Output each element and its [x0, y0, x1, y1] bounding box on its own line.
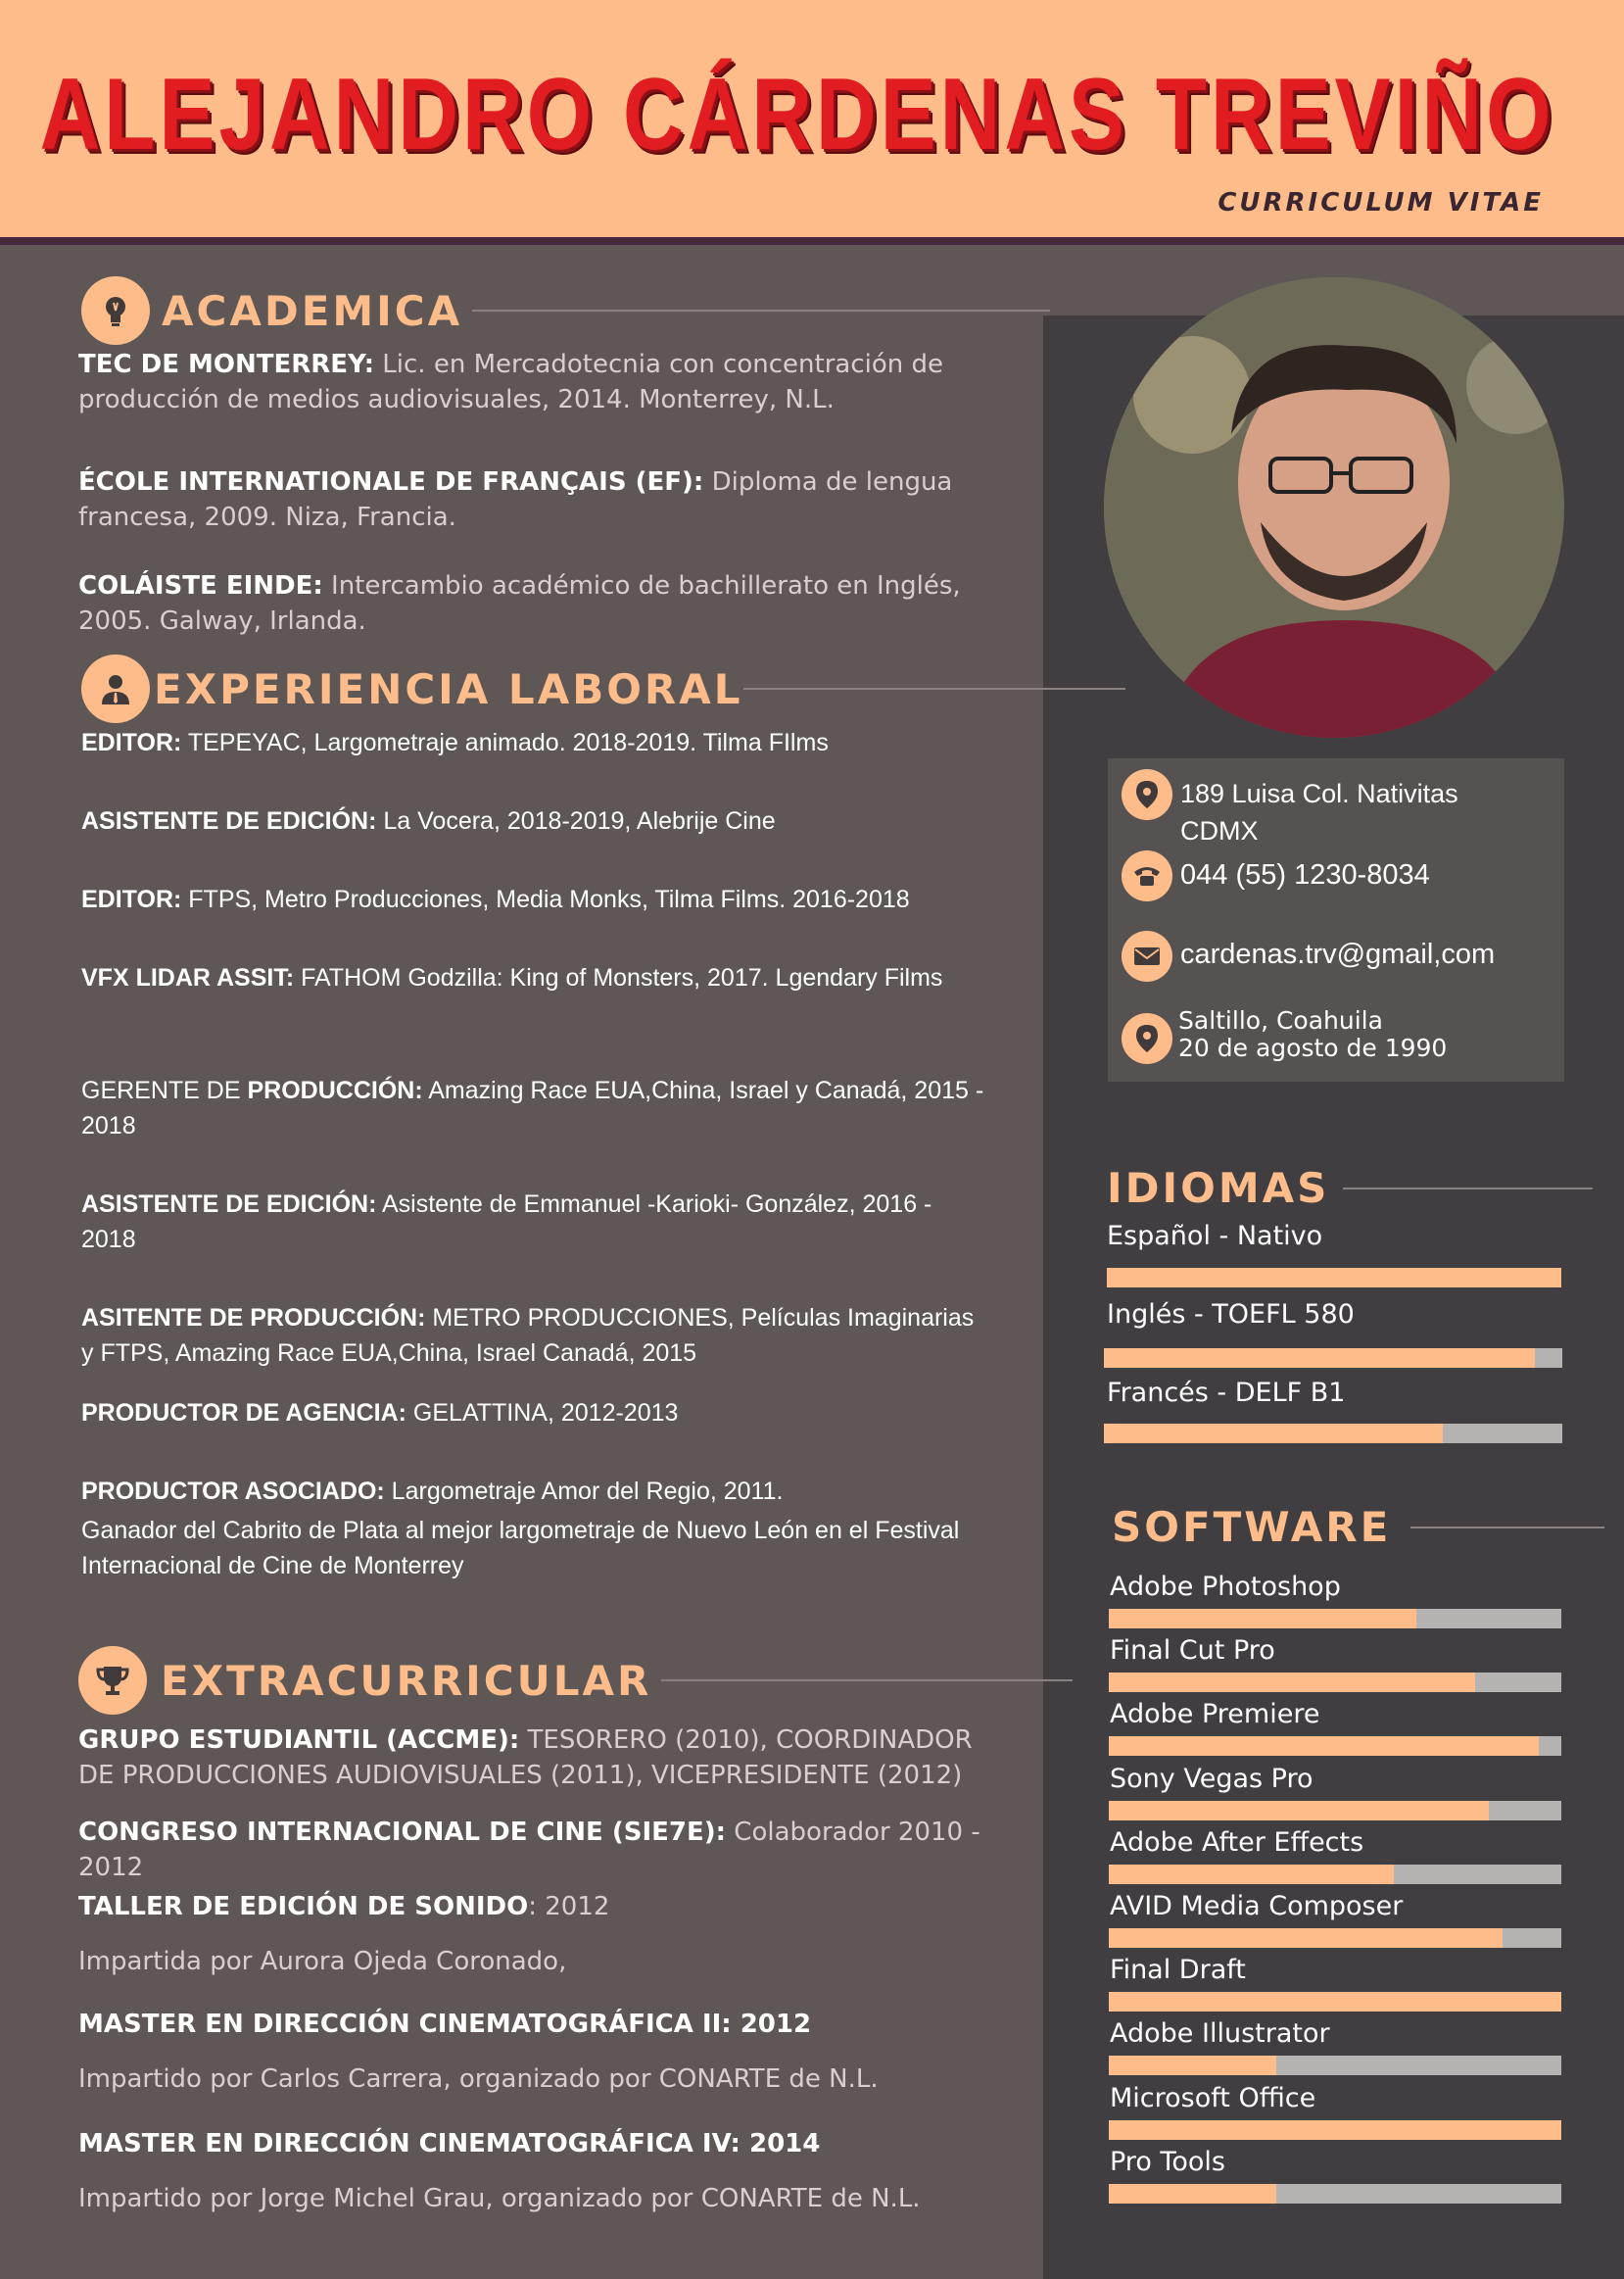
education-item: COLÁISTE EINDE: Intercambio académico de bachillerato en Inglés, 2005. Galway, Irlanda.: [78, 571, 961, 636]
language-bar-fill: [1104, 1348, 1535, 1368]
section-academica-header: [81, 276, 1050, 345]
experience-item: ASISTENTE DE EDICIÓN: La Vocera, 2018-2019, Alebrije Cine: [81, 807, 776, 835]
location-pin-icon: [1122, 769, 1172, 820]
language-label: Francés - DELF B1: [1107, 1378, 1346, 1408]
section-experiencia-header: [81, 655, 1125, 723]
address-line2: CDMX: [1180, 816, 1259, 846]
birth-date: 20 de agosto de 1990: [1178, 1034, 1448, 1062]
software-bar: [1109, 1865, 1561, 1884]
section-extracurricular-header: [78, 1646, 1073, 1715]
software-bar: [1109, 1801, 1561, 1820]
extracurricular-item: Impartido por Carlos Carrera, organizado por CONARTE de N.L.: [78, 2064, 879, 2094]
section-title: EXPERIENCIA LABORAL: [154, 664, 743, 713]
software-bar: [1109, 2056, 1561, 2075]
document-subtitle: CURRICULUM VITAE: [1218, 188, 1544, 218]
software-bar-fill: [1109, 2120, 1561, 2140]
trophy-icon: [78, 1646, 147, 1715]
education-item: TEC DE MONTERREY: Lic. en Mercadotecnia con concentración de producción de medios audiovisuales, 2014. Monterrey, N.L.: [78, 350, 944, 414]
language-label: Inglés - TOEFL 580: [1107, 1299, 1355, 1330]
software-label: Sony Vegas Pro: [1110, 1764, 1314, 1794]
software-label: Adobe After Effects: [1110, 1827, 1364, 1858]
language-label: Español - Nativo: [1107, 1221, 1323, 1251]
experience-item: EDITOR: TEPEYAC, Largometraje animado. 2018-2019. Tilma FIlms: [81, 729, 829, 756]
language-bar: [1107, 1268, 1561, 1287]
location-pin-icon: [1122, 1013, 1172, 1064]
experience-item: PRODUCTOR DE AGENCIA: GELATTINA, 2012-2013: [81, 1399, 679, 1427]
software-bar: [1109, 1928, 1561, 1948]
section-title: EXTRACURRICULAR: [161, 1656, 652, 1705]
software-bar-fill: [1109, 2056, 1276, 2075]
section-rule: [1410, 1527, 1604, 1528]
software-bar-fill: [1109, 1928, 1503, 1948]
phone-icon: [1122, 850, 1172, 901]
experience-item: PRODUCTOR ASOCIADO: Largometraje Amor del Regio, 2011.: [81, 1478, 784, 1505]
software-bar-fill: [1109, 1736, 1539, 1756]
software-label: Adobe Illustrator: [1110, 2018, 1330, 2049]
experience-item: ASISTENTE DE EDICIÓN: Asistente de Emmanuel -Karioki- González, 2016 - 2018: [81, 1190, 932, 1253]
software-bar: [1109, 2120, 1561, 2140]
address-line1: 189 Luisa Col. Nativitas: [1180, 779, 1458, 808]
section-rule: [1343, 1188, 1593, 1189]
software-bar-fill: [1109, 1992, 1561, 2012]
envelope-icon: [1122, 931, 1172, 982]
section-rule: [743, 688, 1125, 690]
section-title: IDIOMAS: [1107, 1164, 1330, 1212]
software-bar-fill: [1109, 1609, 1416, 1628]
person-name: ALEJANDRO CÁRDENAS TREVIÑO: [40, 58, 1555, 171]
experience-item: EDITOR: FTPS, Metro Producciones, Media Monks, Tilma Films. 2016-2018: [81, 886, 910, 913]
software-bar-fill: [1109, 1865, 1394, 1884]
section-title: ACADEMICA: [162, 286, 463, 335]
software-label: Pro Tools: [1110, 2147, 1225, 2177]
language-bar-fill: [1104, 1424, 1443, 1443]
birth-place: Saltillo, Coahuila: [1178, 1006, 1383, 1035]
education-item: ÉCOLE INTERNATIONALE DE FRANÇAIS (EF): Diploma de lengua francesa, 2009. Niza, Francia.: [78, 467, 953, 532]
section-title: SOFTWARE: [1112, 1503, 1392, 1551]
software-label: Final Draft: [1110, 1955, 1246, 1985]
software-bar-fill: [1109, 1673, 1475, 1692]
extracurricular-item: Impartido por Jorge Michel Grau, organizado por CONARTE de N.L.: [78, 2184, 921, 2213]
lightbulb-icon: [81, 276, 150, 345]
software-bar: [1109, 1736, 1561, 1756]
software-label: Final Cut Pro: [1110, 1635, 1275, 1666]
language-bar: [1104, 1348, 1562, 1368]
extracurricular-item: MASTER EN DIRECCIÓN CINEMATOGRÁFICA II: 2012: [78, 2010, 812, 2039]
extracurricular-item: GRUPO ESTUDIANTIL (ACCME): TESORERO (2010), COORDINADOR DE PRODUCCIONES AUDIOVISUALES (2011), VICEPRESIDENTE (2012): [78, 1725, 973, 1790]
profile-photo: [1104, 277, 1564, 738]
experience-note: Ganador del Cabrito de Plata al mejor largometraje de Nuevo León en el Festival Internacional de Cine de Monterrey: [81, 1517, 960, 1579]
extracurricular-item: Impartida por Aurora Ojeda Coronado,: [78, 1947, 567, 1976]
software-bar: [1109, 1992, 1561, 2012]
software-bar-fill: [1109, 1801, 1489, 1820]
extracurricular-item: MASTER EN DIRECCIÓN CINEMATOGRÁFICA IV: 2014: [78, 2129, 821, 2158]
software-label: Adobe Premiere: [1110, 1699, 1320, 1729]
language-bar: [1104, 1424, 1562, 1443]
experience-item: VFX LIDAR ASSIT: FATHOM Godzilla: King of Monsters, 2017. Lgendary Films: [81, 964, 943, 992]
software-bar: [1109, 1609, 1561, 1628]
extracurricular-item: CONGRESO INTERNACIONAL DE CINE (SIE7E): Colaborador 2010 - 2012: [78, 1818, 980, 1882]
section-rule: [472, 310, 1050, 312]
phone-number[interactable]: 044 (55) 1230-8034: [1180, 859, 1430, 891]
person-icon: [81, 655, 150, 723]
software-bar: [1109, 1673, 1561, 1692]
software-label: Microsoft Office: [1110, 2083, 1316, 2113]
software-bar-fill: [1109, 2184, 1276, 2204]
section-software-header: [1112, 1503, 1604, 1551]
software-label: Adobe Photoshop: [1110, 1572, 1341, 1602]
experience-item: GERENTE DE PRODUCCIÓN: Amazing Race EUA,China, Israel y Canadá, 2015 - 2018: [81, 1077, 984, 1140]
software-bar: [1109, 2184, 1561, 2204]
extracurricular-item: TALLER DE EDICIÓN DE SONIDO: 2012: [78, 1892, 610, 1921]
language-bar-fill: [1107, 1268, 1561, 1287]
software-label: AVID Media Composer: [1110, 1891, 1404, 1921]
section-rule: [661, 1679, 1073, 1681]
header-divider: [0, 237, 1624, 245]
email-address[interactable]: cardenas.trv@gmail,com: [1180, 939, 1496, 970]
experience-item: ASITENTE DE PRODUCCIÓN: METRO PRODUCCIONES, Películas Imaginarias y FTPS, Amazing Race EUA,China, Israel Canadá, 2015: [81, 1304, 975, 1367]
section-idiomas-header: [1107, 1164, 1593, 1212]
